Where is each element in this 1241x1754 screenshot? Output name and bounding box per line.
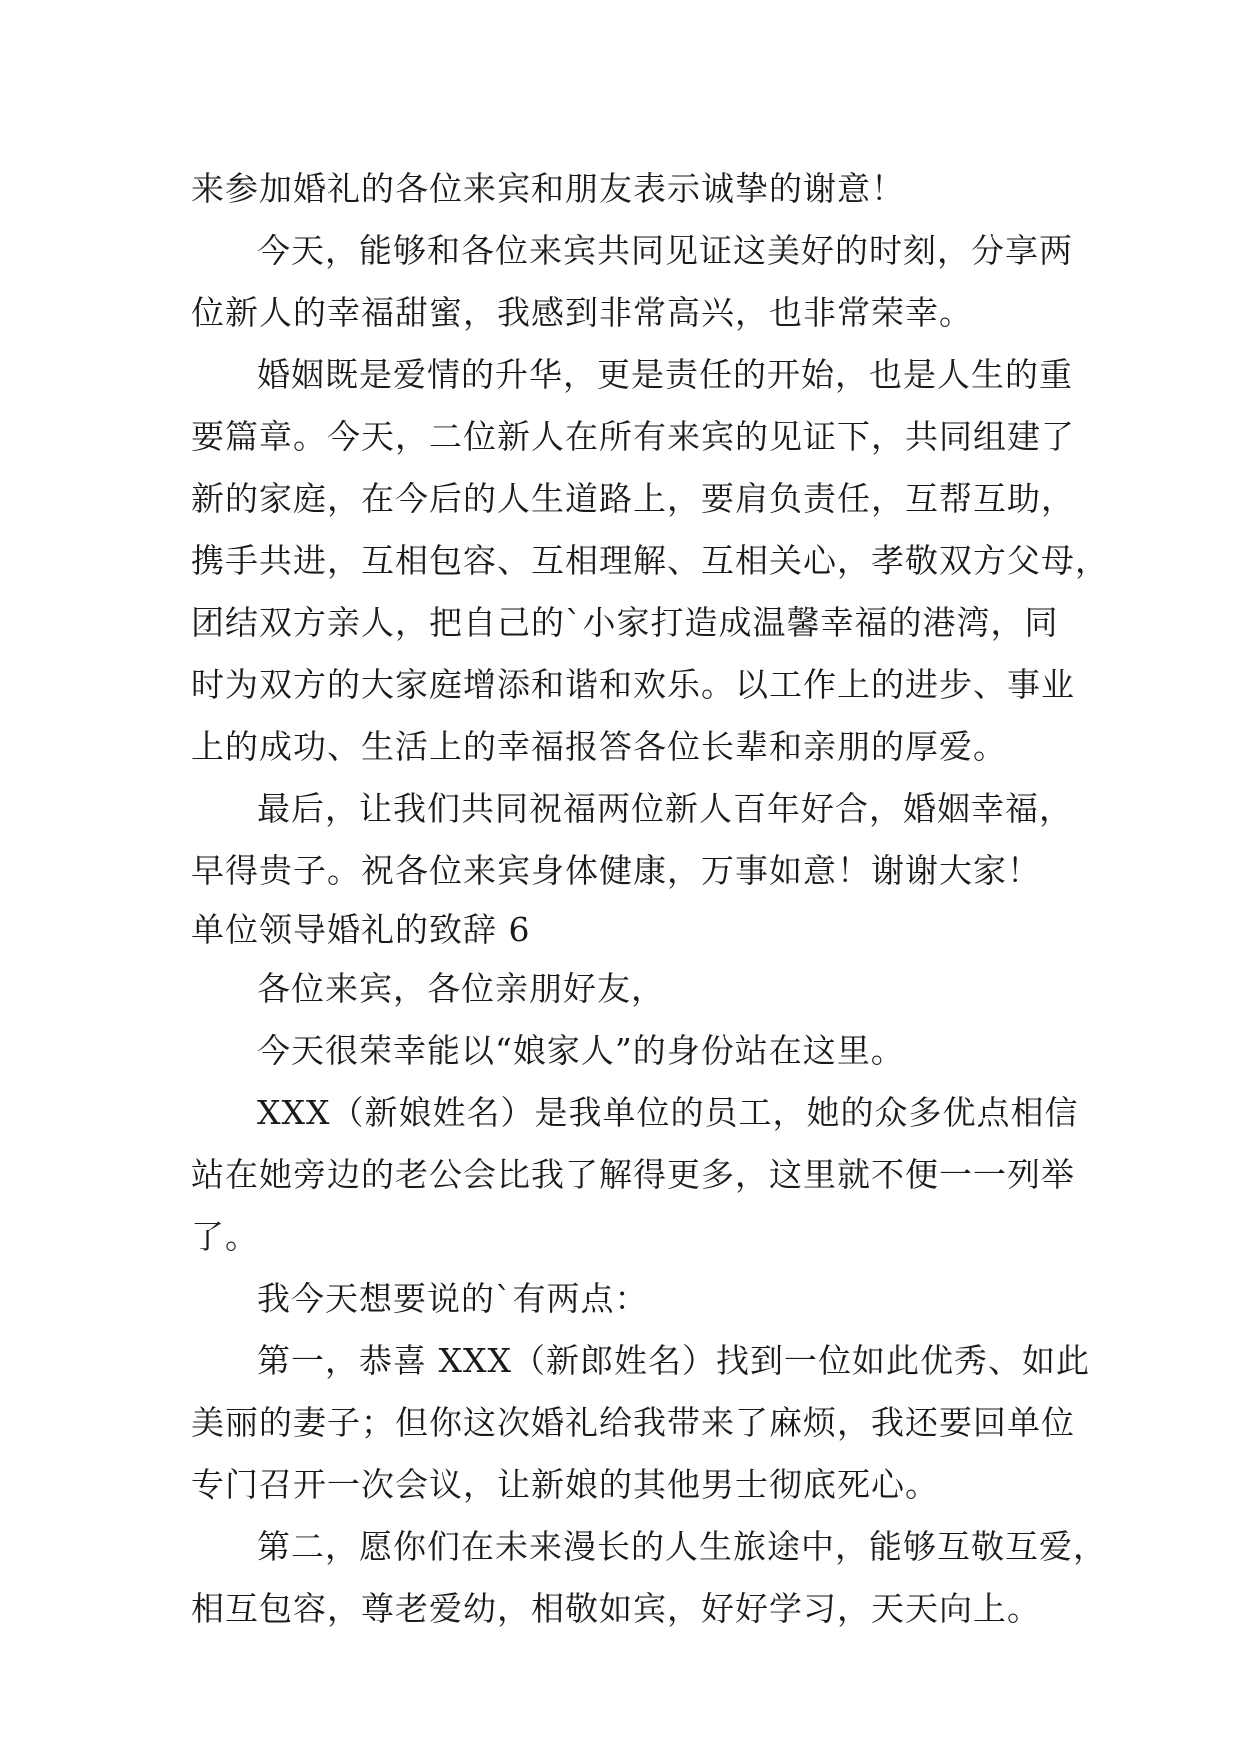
paragraph-line: 我今天想要说的`有两点： (257, 1279, 649, 1318)
section-heading: 单位领导婚礼的致辞 6 (191, 910, 531, 949)
paragraph-line: 位新人的幸福甜蜜，我感到非常高兴，也非常荣幸。 (191, 293, 973, 332)
paragraph-line: 早得贵子。祝各位来宾身体健康，万事如意！谢谢大家！ (191, 851, 1041, 890)
paragraph-line: 携手共进，互相包容、互相理解、互相关心，孝敬双方父母， (191, 541, 1109, 580)
paragraph-line: 新的家庭，在今后的人生道路上，要肩负责任，互帮互助， (191, 479, 1075, 518)
paragraph-line: 今天，能够和各位来宾共同见证这美好的时刻，分享两 (257, 231, 1073, 270)
paragraph-line: 团结双方亲人，把自己的`小家打造成温馨幸福的港湾，同 (191, 603, 1059, 642)
paragraph-line: 第二，愿你们在未来漫长的人生旅途中，能够互敬互爱， (257, 1527, 1107, 1566)
paragraph-line: 来参加婚礼的各位来宾和朋友表示诚挚的谢意！ (191, 169, 905, 208)
paragraph-line: 上的成功、生活上的幸福报答各位长辈和亲朋的厚爱。 (191, 727, 1007, 766)
paragraph-line: XXX（新娘姓名）是我单位的员工，她的众多优点相信 (257, 1093, 1079, 1132)
paragraph-line: 婚姻既是爱情的升华，更是责任的开始，也是人生的重 (257, 355, 1073, 394)
paragraph-line: 第一，恭喜 XXX（新郎姓名）找到一位如此优秀、如此 (257, 1341, 1090, 1380)
paragraph-line: 各位来宾，各位亲朋好友， (257, 969, 665, 1008)
paragraph-line: 专门召开一次会议，让新娘的其他男士彻底死心。 (191, 1465, 939, 1504)
paragraph-line: 美丽的妻子；但你这次婚礼给我带来了麻烦，我还要回单位 (191, 1403, 1075, 1442)
paragraph-line: 站在她旁边的老公会比我了解得更多，这里就不便一一列举 (191, 1155, 1075, 1194)
paragraph-line: 今天很荣幸能以“娘家人”的身份站在这里。 (257, 1031, 905, 1070)
paragraph-line: 最后，让我们共同祝福两位新人百年好合，婚姻幸福， (257, 789, 1073, 828)
paragraph-line: 相互包容，尊老爱幼，相敬如宾，好好学习，天天向上。 (191, 1589, 1041, 1628)
paragraph-line: 了。 (191, 1217, 259, 1256)
paragraph-line: 时为双方的大家庭增添和谐和欢乐。以工作上的进步、事业 (191, 665, 1075, 704)
paragraph-line: 要篇章。今天，二位新人在所有来宾的见证下，共同组建了 (191, 417, 1075, 456)
document-body (191, 158, 1109, 1640)
